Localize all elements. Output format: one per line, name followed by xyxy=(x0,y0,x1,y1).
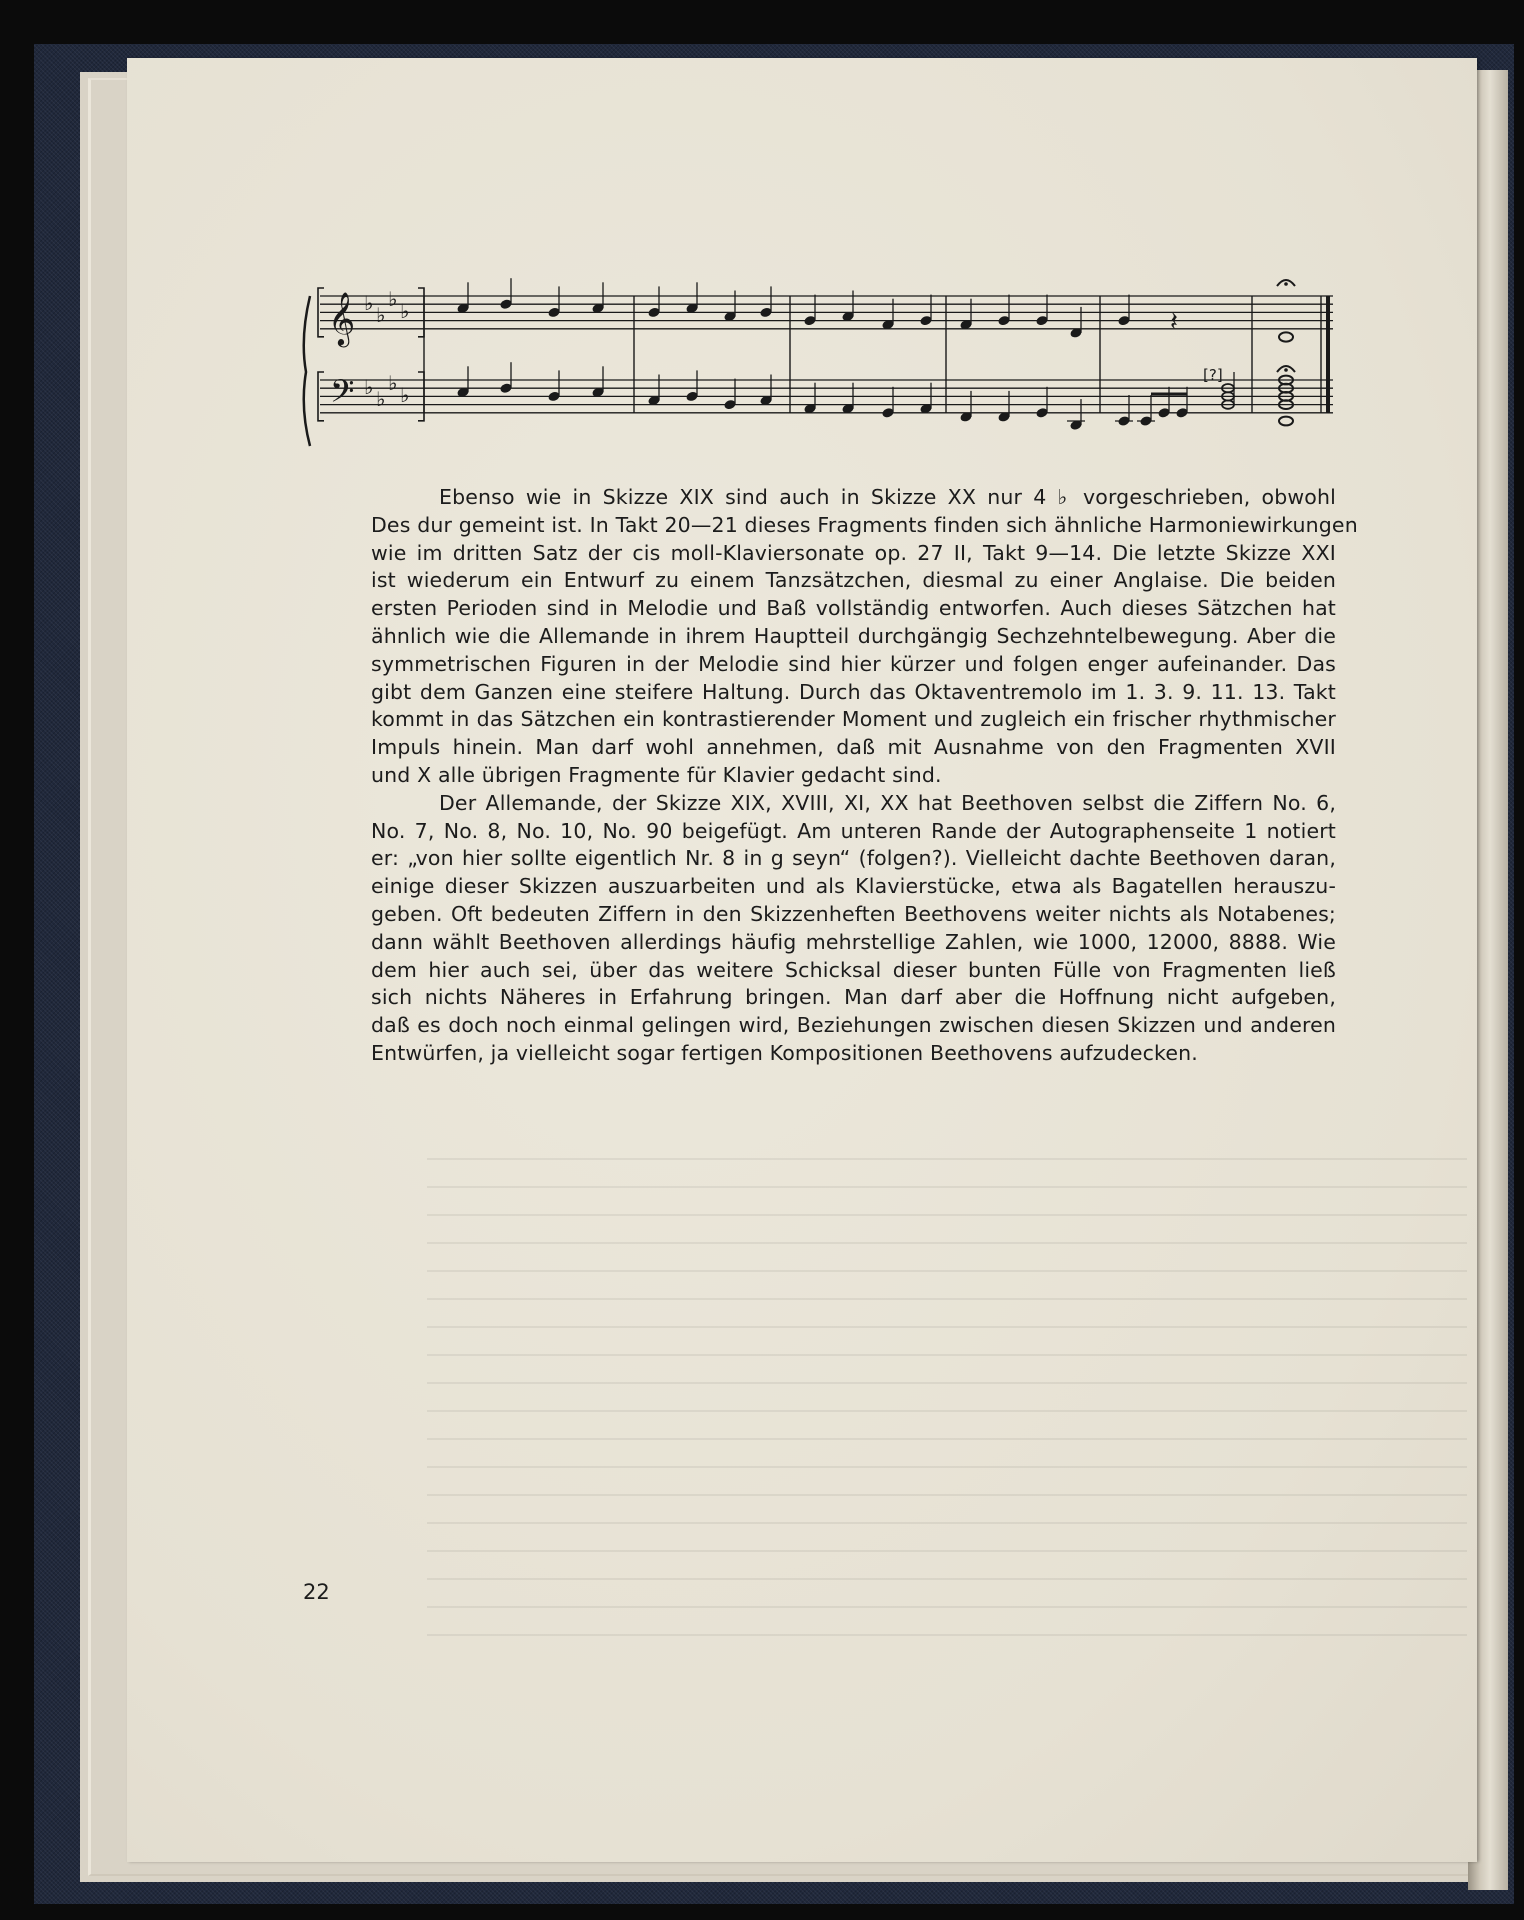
page-number: 22 xyxy=(303,1580,330,1604)
text-line: sich nichts Näheres in Erfahrung bringen. Man darf aber die Hoffnung nicht aufgeben, xyxy=(371,985,1336,1010)
text-line: ist wiederum ein Entwurf zu einem Tanzsätzchen, diesmal zu einer Anglaise. Die beiden xyxy=(371,568,1336,593)
text-line: und X alle übrigen Fragmente für Klavier gedacht sind. xyxy=(371,762,942,787)
fermata-dot xyxy=(1284,368,1288,372)
flat-sign-icon: ♭ xyxy=(388,287,398,311)
score-bracket-note: [?] xyxy=(1203,366,1223,384)
system-brace xyxy=(304,296,310,446)
flat-sign-icon: ♭ xyxy=(376,387,386,411)
flat-sign-icon: ♭ xyxy=(376,303,386,327)
paragraph-1 xyxy=(303,484,1358,790)
flat-sign-icon: ♭ xyxy=(400,299,410,323)
text-line: ähnlich wie die Allemande in ihrem Hauptteil durchgängig Sechzehntelbewegung. Aber die xyxy=(371,623,1336,648)
text-line: dem hier auch sei, über das weitere Schicksal dieser bunten Fülle von Fragmenten ließ xyxy=(371,957,1336,982)
text-line: Impuls hinein. Man darf wohl annehmen, daß mit Ausnahme von den Fragmenten XVII xyxy=(371,735,1336,760)
paragraph-2 xyxy=(303,790,1336,1068)
text-line: symmetrischen Figuren in der Melodie sind hier kürzer und folgen enger aufeinander. Das xyxy=(371,651,1336,676)
text-line: daß es doch noch einmal gelingen wird, Beziehungen zwischen diesen Skizzen und anderen xyxy=(371,1013,1336,1038)
text-line: gibt dem Ganzen eine steifere Haltung. Durch das Oktaventremolo im 1. 3. 9. 11. 13. Takt xyxy=(371,679,1336,704)
text-line: dann wählt Beethoven allerdings häufig mehrstellige Zahlen, wie 1000, 12000, 8888. Wie xyxy=(371,929,1336,954)
text-line: kommt in das Sätzchen ein kontrastierender Moment und zugleich ein frischer rhythmischer xyxy=(371,707,1336,732)
music-score xyxy=(298,268,1338,454)
flat-sign-icon: ♭ xyxy=(388,371,398,395)
flat-sign-icon: ♭ xyxy=(400,383,410,407)
text-line: Des dur gemeint ist. In Takt 20—21 dieses Fragments finden sich ähnliche Harmoniewirkungen xyxy=(371,512,1358,537)
text-line: Entwürfen, ja vielleicht sogar fertigen Kompositionen Beethovens aufzudecken. xyxy=(371,1040,1198,1065)
text-line: geben. Oft bedeuten Ziffern in den Skizzenheften Beethovens weiter nichts als Notabenes; xyxy=(371,901,1336,926)
text-line: Ebenso wie in Skizze XIX sind auch in Skizze XX nur 4 ♭ vorgeschrieben, obwohl xyxy=(439,485,1336,509)
text-line: No. 7, No. 8, No. 10, No. 90 beigefügt. Am unteren Rande der Autographenseite 1 notiert xyxy=(371,818,1336,843)
bass-clef-icon: 𝄢 xyxy=(330,373,355,417)
text-line: ersten Perioden sind in Melodie und Baß vollständig entworfen. Auch dieses Sätzchen hat xyxy=(371,596,1336,621)
score-systems xyxy=(304,278,1333,446)
text-line: einige dieser Skizzen auszuarbeiten und als Klavierstücke, etwa als Bagatellen herauszu- xyxy=(371,874,1336,899)
show-through-text xyxy=(427,1158,1467,1658)
text-line: Der Allemande, der Skizze XIX, XVIII, XI, XX hat Beethoven selbst die Ziffern No. 6, xyxy=(439,790,1336,815)
flat-sign-icon: ♭ xyxy=(364,375,374,399)
quarter-rest-icon: 𝄽 xyxy=(1170,307,1178,337)
text-line: er: „von hier sollte eigentlich Nr. 8 in g seyn“ (folgen?). Vielleicht dachte Beethoven daran, xyxy=(371,846,1336,871)
bass-whole-note xyxy=(1279,417,1293,426)
text-line: wie im dritten Satz der cis moll-Klaviersonate op. 27 II, Takt 9—14. Die letzte Skizze XXI xyxy=(371,540,1336,565)
flat-sign-icon: ♭ xyxy=(364,291,374,315)
treble-clef-icon: 𝄞 xyxy=(328,291,356,345)
treble-whole-note xyxy=(1279,332,1293,341)
body-text xyxy=(303,484,1358,1068)
fermata-dot xyxy=(1284,282,1288,286)
